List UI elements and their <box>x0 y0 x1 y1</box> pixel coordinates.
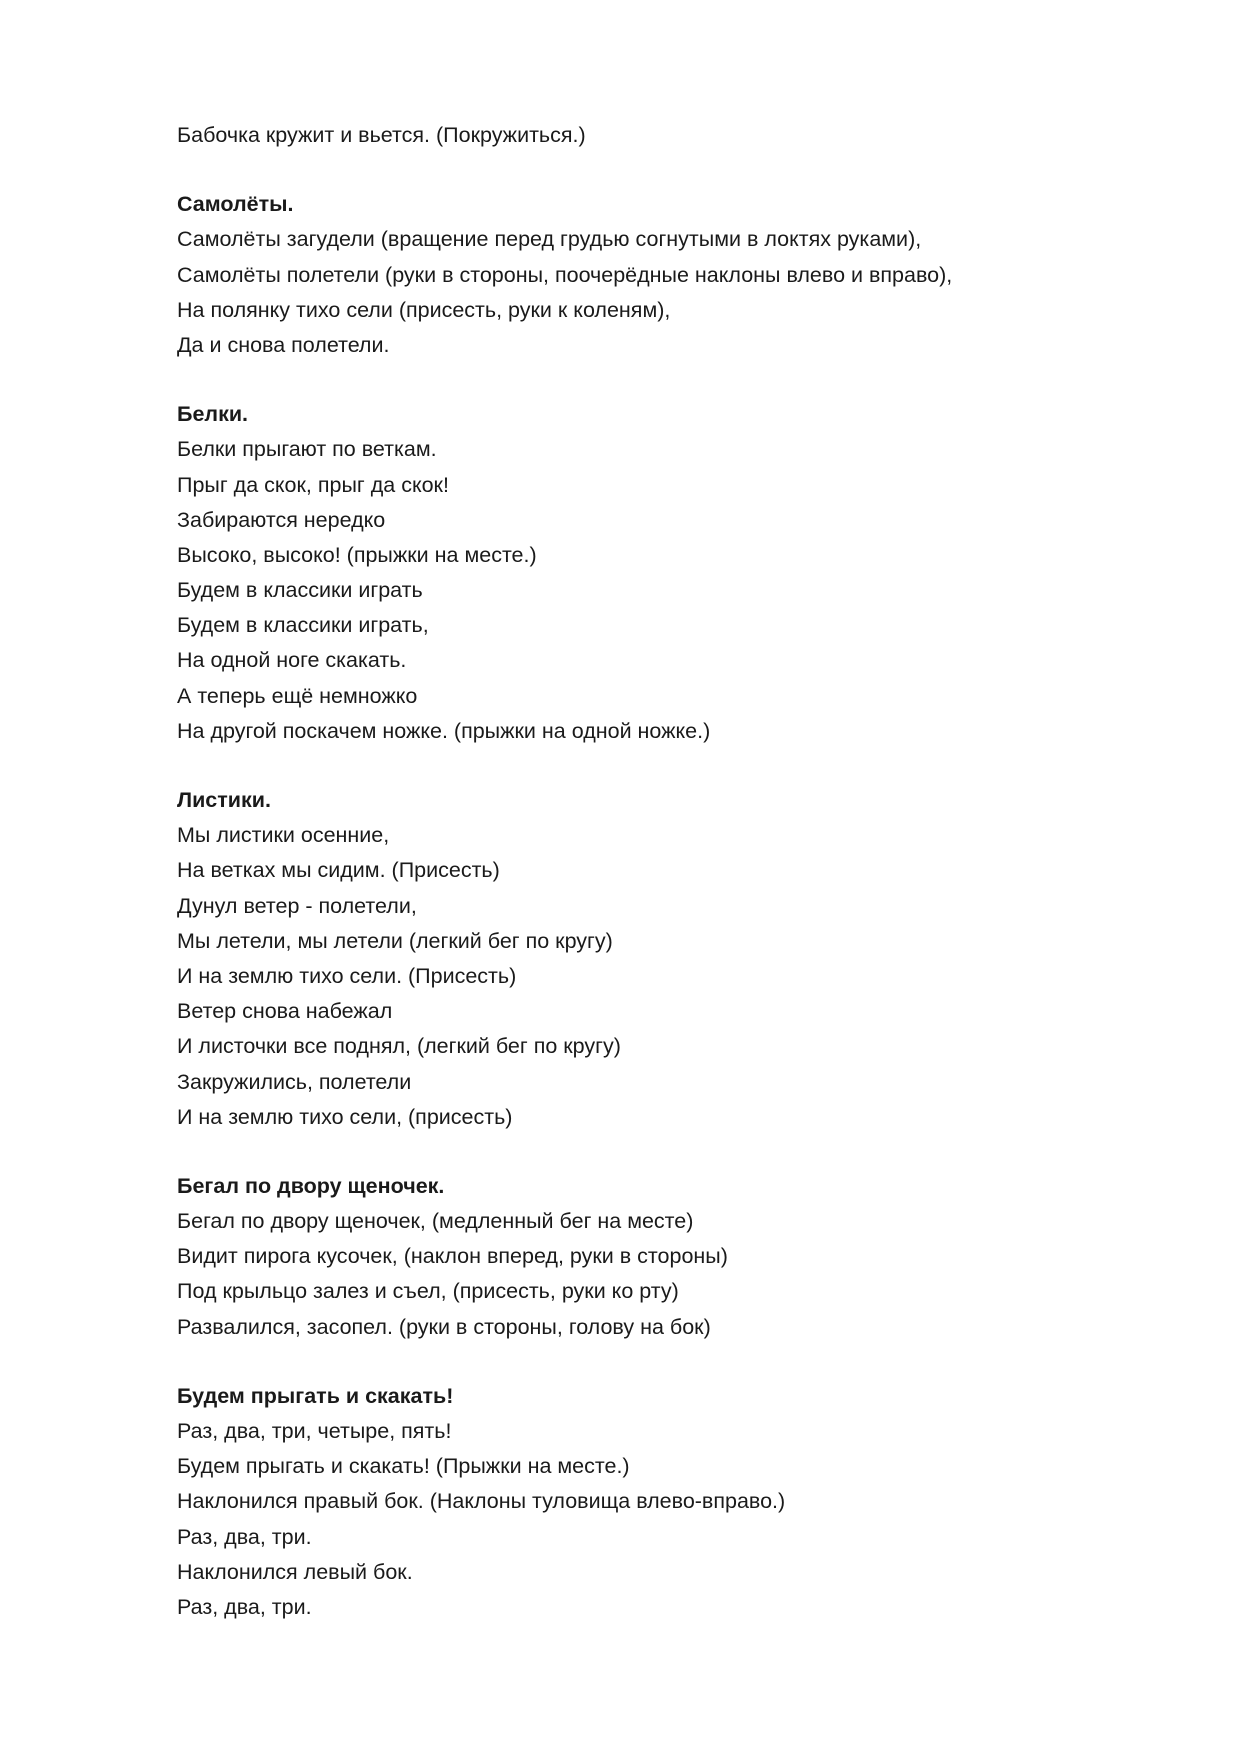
text-line: Развалился, засопел. (руки в стороны, голову на бок) <box>177 1314 711 1339</box>
text-line: Раз, два, три. <box>177 1594 312 1619</box>
section-listiki <box>177 783 1077 1135</box>
section-belki <box>177 397 1077 749</box>
text-line: Мы листики осенние, <box>177 823 390 848</box>
text-line: Ветер снова набежал <box>177 999 393 1024</box>
section-prygat <box>177 1379 1077 1625</box>
text-line: Будем в классики играть <box>177 578 423 603</box>
text-line: Раз, два, три. <box>177 1524 312 1549</box>
text-line: Прыг да скок, прыг да скок! <box>177 472 449 497</box>
paragraph-gap <box>177 1135 1077 1169</box>
text-line: Бегал по двору щеночек, (медленный бег на месте) <box>177 1209 694 1234</box>
text-line: Наклонился правый бок. (Наклоны туловища влево-вправо.) <box>177 1489 786 1514</box>
text-line: Высоко, высоко! (прыжки на месте.) <box>177 542 537 567</box>
section-title: Будем прыгать и скакать! <box>177 1383 454 1408</box>
text-line: Бабочка кружит и вьется. (Покружиться.) <box>177 123 586 147</box>
text-line: Раз, два, три, четыре, пять! <box>177 1419 452 1443</box>
text-line: Самолёты загудели (вращение перед грудью согнутыми в локтях руками), <box>177 227 922 252</box>
text-line: Да и снова полетели. <box>177 332 390 357</box>
section-title: Самолёты. <box>177 192 294 217</box>
paragraph-gap <box>177 363 1077 397</box>
section-title: Белки. <box>177 402 249 427</box>
text-line: На одной ноге скакать. <box>177 648 407 673</box>
text-line: Наклонился левый бок. <box>177 1559 413 1584</box>
text-line: Белки прыгают по веткам. <box>177 437 437 462</box>
text-line: А теперь ещё немножко <box>177 683 418 708</box>
paragraph-gap <box>177 153 1077 187</box>
text-line: И на землю тихо сели. (Присесть) <box>177 963 517 988</box>
document-body <box>177 118 1077 1625</box>
paragraph-gap <box>177 1345 1077 1379</box>
text-line: Забираются нередко <box>177 507 386 532</box>
text-line: Мы летели, мы летели (легкий бег по кругу) <box>177 928 613 953</box>
paragraph-gap <box>177 749 1077 783</box>
text-line: На полянку тихо сели (присесть, руки к коленям), <box>177 297 671 322</box>
section-shchenochek <box>177 1169 1077 1345</box>
intro-section <box>177 118 1077 153</box>
text-line: Под крыльцо залез и съел, (присесть, руки ко рту) <box>177 1279 679 1304</box>
section-title: Бегал по двору щеночек. <box>177 1173 445 1198</box>
text-line: На другой поскачем ножке. (прыжки на одной ножке.) <box>177 718 711 743</box>
text-line: Будем в классики играть, <box>177 613 429 638</box>
text-line: И на землю тихо сели, (присесть) <box>177 1104 513 1129</box>
section-title: Листики. <box>177 788 271 812</box>
text-line: Дунул ветер - полетели, <box>177 893 417 918</box>
section-samolety <box>177 187 1077 363</box>
text-line: Видит пирога кусочек, (наклон вперед, руки в стороны) <box>177 1244 728 1269</box>
text-line: Закружились, полетели <box>177 1069 412 1094</box>
text-line: Самолёты полетели (руки в стороны, поочерёдные наклоны влево и вправо), <box>177 262 953 287</box>
text-line: И листочки все поднял, (легкий бег по кругу) <box>177 1034 621 1059</box>
text-line: Будем прыгать и скакать! (Прыжки на месте.) <box>177 1454 630 1479</box>
text-line: На ветках мы сидим. (Присесть) <box>177 858 500 883</box>
